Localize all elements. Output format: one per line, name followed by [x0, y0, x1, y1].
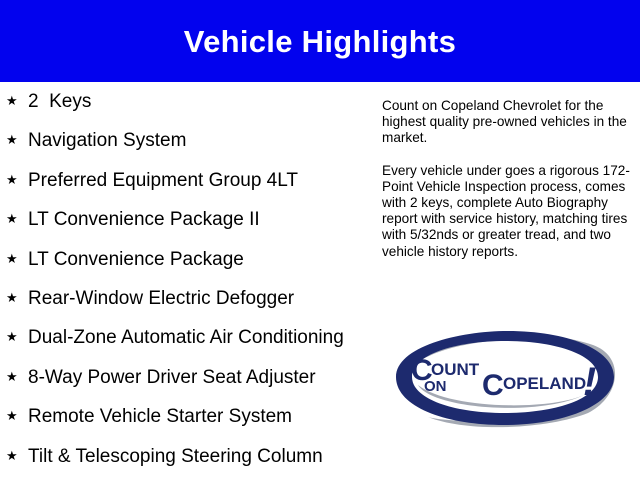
feature-label: Dual-Zone Automatic Air Conditioning — [28, 327, 344, 349]
feature-label: Rear-Window Electric Defogger — [28, 287, 295, 309]
star-icon: ★ — [6, 447, 18, 463]
star-icon: ★ — [6, 329, 18, 345]
list-item — [6, 404, 344, 443]
feature-label: LT Convenience Package — [28, 248, 244, 270]
list-item — [6, 247, 344, 286]
feature-label: LT Convenience Package II — [28, 209, 260, 231]
list-item — [6, 444, 344, 480]
list-item — [6, 168, 344, 207]
header-banner — [0, 0, 640, 82]
count-on-copeland-logo — [388, 325, 620, 430]
star-icon: ★ — [6, 171, 18, 187]
svg-text:C: C — [411, 354, 433, 387]
star-icon: ★ — [6, 289, 18, 305]
svg-text:ON: ON — [424, 378, 447, 395]
feature-label: 2 Keys — [28, 91, 92, 112]
list-item — [6, 365, 344, 404]
blurb-paragraph: Count on Copeland Chevrolet for the highest quality pre-owned vehicles in the market. — [382, 98, 627, 146]
svg-text:OUNT: OUNT — [431, 360, 480, 379]
star-icon: ★ — [6, 211, 18, 227]
page-title: Vehicle Highlights — [183, 24, 457, 59]
list-item — [6, 128, 344, 167]
blurb-paragraph: Every vehicle under goes a rigorous 172-Point Vehicle Inspection process, comes with 2 keys, complete Auto Biography report with service history, matching tires with 5/32nds or greater tread, and two vehicle history reports. — [382, 162, 630, 259]
star-icon: ★ — [6, 93, 18, 108]
feature-list — [6, 89, 344, 480]
star-icon: ★ — [6, 250, 18, 266]
star-icon: ★ — [6, 132, 18, 148]
star-icon: ★ — [6, 408, 18, 424]
feature-label: 8-Way Power Driver Seat Adjuster — [28, 366, 316, 388]
svg-text:OPELAND: OPELAND — [503, 374, 587, 393]
dealer-blurb — [382, 98, 632, 276]
feature-label: Navigation System — [28, 130, 187, 152]
list-item — [6, 207, 344, 246]
feature-label: Tilt & Telescoping Steering Column — [28, 445, 323, 467]
list-item — [6, 325, 344, 364]
feature-label: Preferred Equipment Group 4LT — [28, 169, 299, 191]
list-item — [6, 89, 344, 128]
svg-text:!: ! — [583, 360, 597, 404]
list-item — [6, 286, 344, 325]
star-icon: ★ — [6, 368, 18, 384]
feature-label: Remote Vehicle Starter System — [28, 406, 292, 428]
svg-text:C: C — [482, 369, 504, 402]
